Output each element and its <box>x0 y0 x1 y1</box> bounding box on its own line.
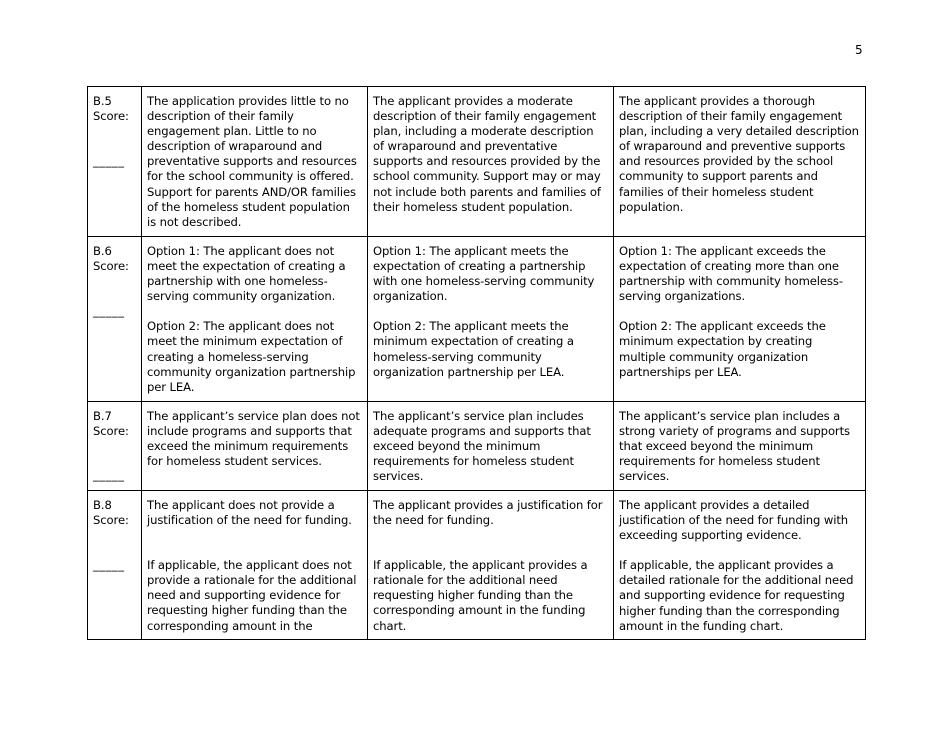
low-rating-cell <box>142 237 368 402</box>
rubric-row-b7 <box>88 402 866 491</box>
rubric-row-b8 <box>88 491 866 640</box>
score-blank: _____ <box>93 304 125 318</box>
criterion-code: B.7 <box>93 409 112 423</box>
score-cell-b6 <box>88 237 142 402</box>
score-cell-b5 <box>88 87 142 237</box>
moderate-rating-cell <box>368 491 614 640</box>
option-2-description: Option 2: The applicant exceeds the minimum expectation by creating multiple community organization partnerships per LEA. <box>619 319 826 379</box>
score-label: Score: <box>93 424 129 439</box>
moderate-rating-cell <box>368 237 614 402</box>
rating-description: The applicant provides a thorough description of their family engagement plan, including a very detailed description of wraparound and preventive supports and resources provided by the school community to support parents and families of their homeless student population. <box>619 94 859 214</box>
low-rating-cell <box>142 87 368 237</box>
justification-description: The applicant provides a justification for the need for funding. <box>373 498 603 528</box>
rating-description: The application provides little to no description of their family engagement plan. Little to no description of wraparound and preventative supports and resources for the school community is offered. Support for parents AND/OR families of the homeless student population is not described. <box>147 94 357 229</box>
score-label: Score: <box>93 513 129 528</box>
rating-description: The applicant’s service plan includes adequate programs and supports that exceed beyond the minimum requirements for homeless student services. <box>373 409 591 484</box>
rating-description: The applicant’s service plan includes a strong variety of programs and supports that exceed beyond the minimum requirements for homeless student services. <box>619 409 850 484</box>
score-blank: _____ <box>93 558 125 572</box>
score-label: Score: <box>93 259 129 274</box>
criterion-code: B.5 <box>93 94 112 108</box>
rubric-row-b6 <box>88 237 866 402</box>
score-label: Score: <box>93 109 129 124</box>
page-number: 5 <box>855 43 863 57</box>
rubric-row-b5 <box>88 87 866 237</box>
score-cell-b8 <box>88 491 142 640</box>
high-rating-cell <box>614 237 866 402</box>
high-rating-cell <box>614 402 866 491</box>
low-rating-cell <box>142 402 368 491</box>
option-1-description: Option 1: The applicant meets the expectation of creating a partnership with one homeless-serving community organization. <box>373 244 595 304</box>
justification-description: The applicant provides a detailed justification of the need for funding with exceeding supporting evidence. <box>619 498 849 543</box>
option-2-description: Option 2: The applicant does not meet the minimum expectation of creating a homeless-serving community organization partnership per LEA. <box>147 319 356 394</box>
low-rating-cell <box>142 491 368 640</box>
option-2-description: Option 2: The applicant meets the minimum expectation of creating a homeless-serving community organization partnership per LEA. <box>373 319 574 379</box>
scoring-rubric-table <box>87 86 866 640</box>
option-1-description: Option 1: The applicant does not meet the expectation of creating a partnership with one homeless-serving community organization. <box>147 244 346 304</box>
rating-description: The applicant’s service plan does not include programs and supports that exceed the minimum requirements for homeless student services. <box>147 409 360 469</box>
score-cell-b7 <box>88 402 142 491</box>
moderate-rating-cell <box>368 87 614 237</box>
option-1-description: Option 1: The applicant exceeds the expectation of creating more than one partnership with community homeless-serving organizations. <box>619 244 843 304</box>
moderate-rating-cell <box>368 402 614 491</box>
criterion-code: B.8 <box>93 498 112 512</box>
high-rating-cell <box>614 491 866 640</box>
rationale-description: If applicable, the applicant provides a detailed rationale for the additional need and supporting evidence for requesting higher funding than the corresponding amount in the funding chart. <box>619 558 854 633</box>
score-blank: _____ <box>93 154 125 168</box>
rating-description: The applicant provides a moderate description of their family engagement plan, including a moderate description of wraparound and preventative supports and resources provided by the school community. Support may or may not include both parents and families of their homeless student population. <box>373 94 601 214</box>
criterion-code: B.6 <box>93 244 112 258</box>
rationale-description: If applicable, the applicant provides a rationale for the additional need requesting higher funding than the corresponding amount in the funding chart. <box>373 558 588 633</box>
justification-description: The applicant does not provide a justification of the need for funding. <box>147 498 352 528</box>
rationale-description: If applicable, the applicant does not provide a rationale for the additional need and supporting evidence for requesting higher funding than the corresponding amount in the <box>147 558 357 633</box>
high-rating-cell <box>614 87 866 237</box>
score-blank: _____ <box>93 468 125 482</box>
